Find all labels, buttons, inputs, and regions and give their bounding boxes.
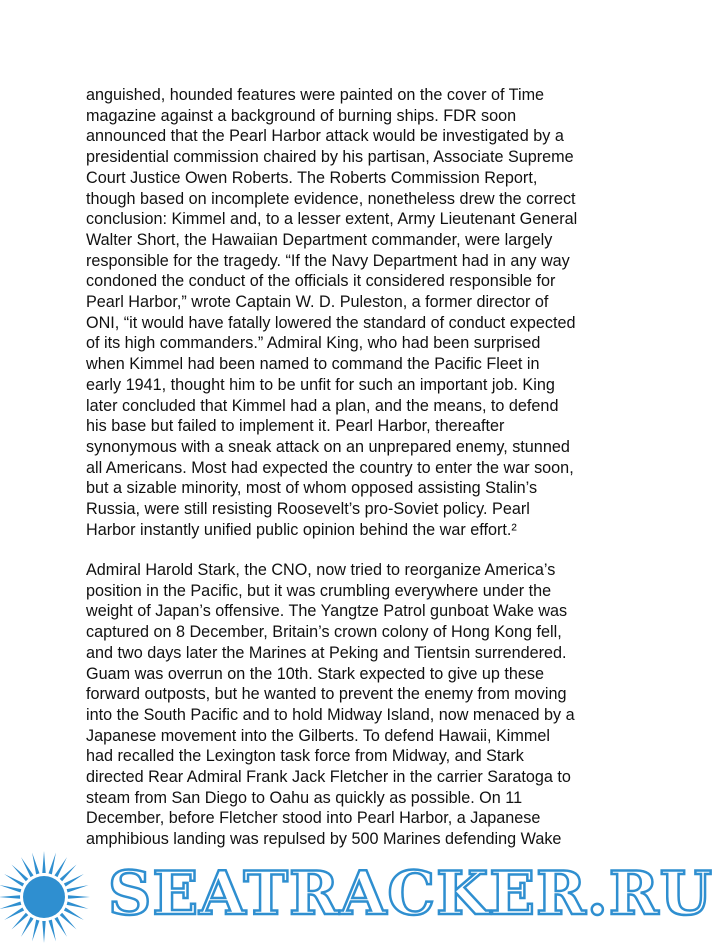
text-line: captured on 8 December, Britain’s crown colony of Hong Kong fell, bbox=[86, 623, 562, 642]
text-line: steam from San Diego to Oahu as quickly as possible. On 11 bbox=[86, 788, 523, 807]
sun-ray bbox=[21, 917, 34, 937]
text-line: Japanese movement into the Gilberts. To defend Hawaii, Kimmel bbox=[86, 726, 550, 745]
text-line: of its high commanders.” Admiral King, who had been surprised bbox=[86, 334, 541, 353]
text-line: all Americans. Most had expected the country to enter the war soon, bbox=[86, 458, 574, 477]
text-line: Pearl Harbor,” wrote Captain W. D. Puleston, a former director of bbox=[86, 293, 549, 312]
sun-ray bbox=[42, 851, 45, 873]
sun-ray bbox=[67, 902, 89, 909]
text-line: responsible for the tragedy. “If the Navy Department had in any way bbox=[86, 251, 570, 270]
text-line: condoned the conduct of the officials it considered responsible for bbox=[86, 272, 556, 291]
text-line: anguished, hounded features were painted on the cover of Time bbox=[86, 86, 545, 104]
text-line: Walter Short, the Hawaiian Department commander, were largely bbox=[86, 230, 553, 249]
sun-ray bbox=[49, 920, 56, 942]
sun-ray bbox=[64, 907, 84, 920]
sun-ray bbox=[0, 885, 21, 892]
sun-ray bbox=[4, 874, 24, 887]
sun-ray bbox=[64, 874, 84, 887]
sun-ray bbox=[0, 902, 21, 909]
sun-ray bbox=[54, 917, 67, 937]
text-line: magazine against a background of burning ships. FDR soon bbox=[86, 106, 517, 125]
sun-ray bbox=[32, 853, 39, 875]
text-line: his base but failed to implement it. Pearl Harbor, thereafter bbox=[86, 417, 505, 436]
text-line: forward outposts, but he wanted to prevent the enemy from moving bbox=[86, 685, 567, 704]
text-line: announced that the Pearl Harbor attack would be investigated by a bbox=[86, 127, 564, 146]
text-line: early 1941, thought him to be unfit for such an important job. King bbox=[86, 375, 555, 394]
text-line: had recalled the Lexington task force from Midway, and Stark bbox=[86, 747, 524, 766]
sun-ray bbox=[42, 921, 45, 943]
sun-ray bbox=[4, 907, 24, 920]
text-line: later concluded that Kimmel had a plan, and the means, to defend bbox=[86, 396, 559, 415]
paragraph-1 bbox=[86, 85, 646, 540]
text-line: when Kimmel had been named to command the Pacific Fleet in bbox=[86, 355, 540, 374]
text-line: Court Justice Owen Roberts. The Roberts Commission Report, bbox=[86, 168, 538, 187]
sun-ray bbox=[67, 885, 89, 892]
text-line: ONI, “it would have fatally lowered the standard of conduct expected bbox=[86, 313, 576, 332]
text-line: conclusion: Kimmel and, to a lesser extent, Army Lieutenant General bbox=[86, 210, 578, 229]
text-line: Guam was overrun on the 10th. Stark expected to give up these bbox=[86, 664, 545, 683]
watermark bbox=[0, 848, 725, 946]
text-line: though based on incomplete evidence, nonetheless drew the correct bbox=[86, 189, 576, 208]
text-line: but a sizable minority, most of whom opposed assisting Stalin’s bbox=[86, 479, 538, 498]
text-line: December, before Fletcher stood into Pearl Harbor, a Japanese bbox=[86, 809, 541, 828]
text-line: Harbor instantly unified public opinion behind the war effort.² bbox=[86, 520, 517, 539]
sun-ray bbox=[68, 895, 90, 898]
sun-ray bbox=[0, 895, 20, 898]
sun-ray bbox=[21, 857, 34, 877]
text-line: position in the Pacific, but it was crumbling everywhere under the bbox=[86, 581, 552, 600]
text-line: directed Rear Admiral Frank Jack Fletcher in the carrier Saratoga to bbox=[86, 768, 571, 787]
sun-ray bbox=[32, 920, 39, 942]
sun-ray bbox=[54, 857, 67, 877]
text-line: amphibious landing was repulsed by 500 Marines defending Wake bbox=[86, 830, 562, 849]
text-line: Admiral Harold Stark, the CNO, now tried to reorganize America’s bbox=[86, 561, 556, 579]
text-line: presidential commission chaired by his partisan, Associate Supreme bbox=[86, 148, 574, 167]
sun-burst-icon bbox=[0, 848, 110, 946]
text-line: Russia, were still resisting Roosevelt’s pro-Soviet policy. Pearl bbox=[86, 500, 530, 519]
text-line: weight of Japan’s offensive. The Yangtze Patrol gunboat Wake was bbox=[86, 602, 568, 621]
sun-ray bbox=[49, 853, 56, 875]
paragraph-2 bbox=[86, 560, 646, 850]
text-line: into the South Pacific and to hold Midway Island, now menaced by a bbox=[86, 705, 575, 724]
text-line: synonymous with a sneak attack on an unprepared enemy, stunned bbox=[86, 437, 570, 456]
text-line: and two days later the Marines at Peking and Tientsin surrendered. bbox=[86, 643, 567, 662]
watermark-text: SEATRACKER.RU bbox=[108, 859, 713, 929]
